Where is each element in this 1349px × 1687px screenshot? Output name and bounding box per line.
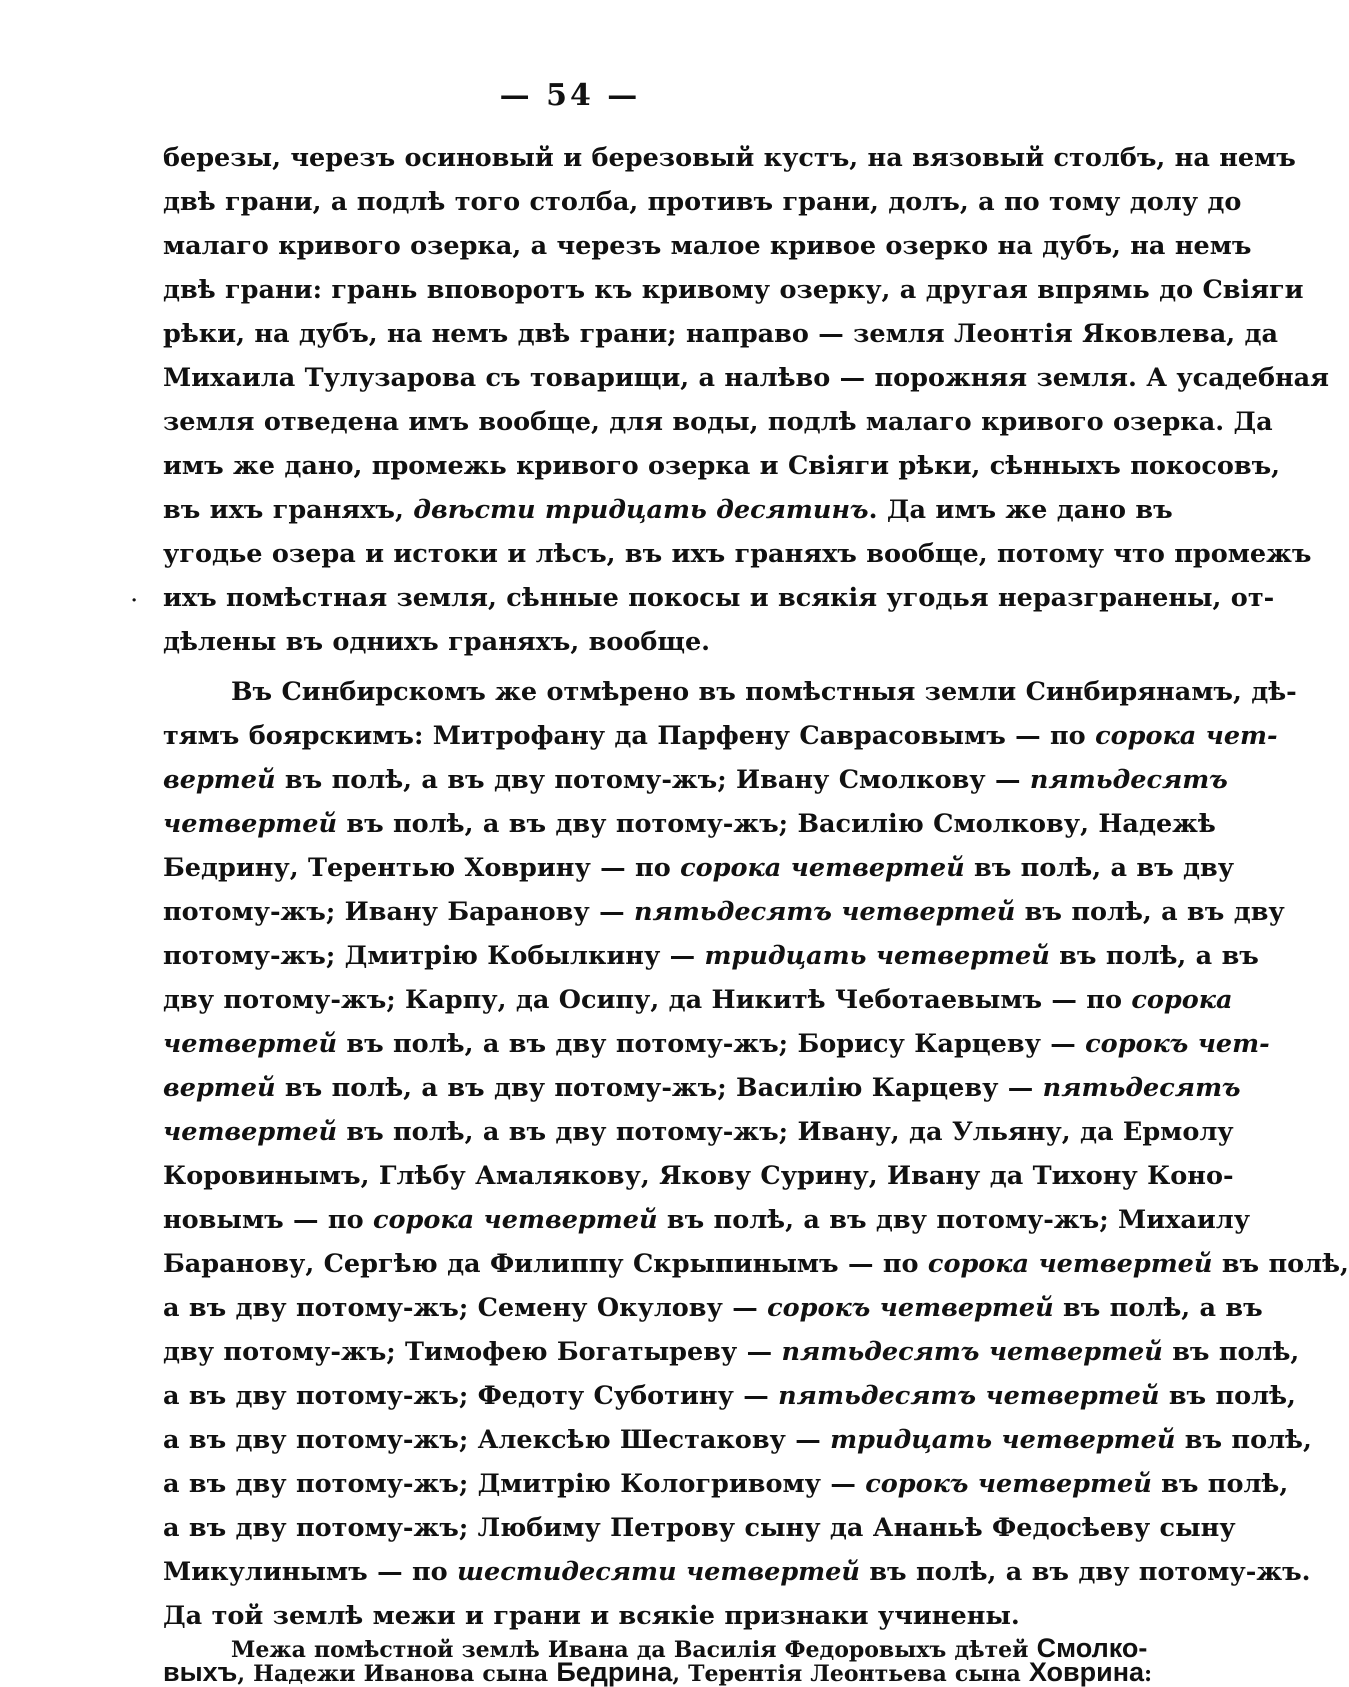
text-line: въ ихъ граняхъ, двѣсти тридцать десятинъ. Да имъ же дано въ (163, 495, 1173, 525)
text-line: Микулинымъ — по шестидесяти четвертей въ полѣ, а въ дву потому-жъ. (163, 1557, 1311, 1587)
italic-quantity: двѣсти тридцать десятинъ (413, 495, 869, 525)
italic-quantity: четвертей (163, 809, 337, 839)
italic-quantity: пятьдесятъ четвертей (781, 1337, 1163, 1367)
text-line: малаго кривого озерка, а черезъ малое кривое озерко на дубъ, на немъ (163, 231, 1252, 261)
italic-quantity: пятьдесятъ (1029, 765, 1228, 795)
italic-quantity: сорока (1131, 985, 1233, 1015)
text-line: Баранову, Сергѣю да Филиппу Скрыпинымъ — по сорока четвертей въ полѣ, (163, 1249, 1349, 1279)
text-line: а въ дву потому-жъ; Любиму Петрову сыну да Ананьѣ Федосѣеву сыну (163, 1513, 1236, 1543)
italic-quantity: пятьдесятъ (1042, 1073, 1241, 1103)
text-line: березы, черезъ осиновый и березовый кустъ, на вязовый столбъ, на немъ (163, 143, 1296, 173)
text-line: имъ же дано, промежь кривого озерка и Свіяги рѣки, сѣнныхъ покосовъ, (163, 451, 1281, 481)
text-line: Бедрину, Терентью Ховрину — по сорока четвертей въ полѣ, а въ дву (163, 853, 1235, 883)
bold-surname: выхъ (163, 1657, 238, 1687)
italic-quantity: сорока четвертей (372, 1205, 658, 1235)
italic-quantity: пятьдесятъ четвертей (778, 1381, 1160, 1411)
italic-quantity: четвертей (163, 1117, 337, 1147)
text-line: а въ дву потому-жъ; Семену Окулову — сорокъ четвертей въ полѣ, а въ (163, 1293, 1263, 1323)
text-line: ихъ помѣстная земля, сѣнные покосы и всякія угодья неразгранены, от- (163, 583, 1275, 613)
italic-quantity: сорока чет- (1095, 721, 1278, 751)
text-line: Михаила Тулузарова съ товарищи, а налѣво — порожняя земля. А усадебная (163, 363, 1329, 393)
italic-quantity: сорокъ четвертей (865, 1469, 1152, 1499)
italic-quantity: шестидесяти четвертей (457, 1557, 860, 1587)
text-line: дву потому-жъ; Тимофею Богатыреву — пятьдесятъ четвертей въ полѣ, (163, 1337, 1300, 1367)
italic-quantity: сорокъ четвертей (767, 1293, 1054, 1323)
italic-quantity: сорокъ чет- (1085, 1029, 1270, 1059)
italic-quantity: вертей (163, 1073, 276, 1103)
text-line: потому-жъ; Ивану Баранову — пятьдесятъ четвертей въ полѣ, а въ дву (163, 897, 1285, 927)
text-line: четвертей въ полѣ, а въ дву потому-жъ; Ивану, да Ульяну, да Ермолу (163, 1117, 1234, 1147)
text-line: рѣки, на дубъ, на немъ двѣ грани; направо — земля Леонтія Яковлева, да (163, 319, 1278, 349)
margin-mark: · (131, 590, 138, 611)
bold-surname: Ховрина (1028, 1657, 1145, 1687)
italic-quantity: пятьдесятъ четвертей (633, 897, 1016, 927)
text-line: дву потому-жъ; Карпу, да Осипу, да Никитѣ Чеботаевымъ — по сорока (163, 985, 1233, 1015)
text-line: Межа помѣстной землѣ Ивана да Василія Федоровыхъ дѣтей Смолко- (231, 1633, 1148, 1663)
text-line: двѣ грани, а подлѣ того столба, противъ грани, долъ, а по тому долу до (163, 187, 1242, 217)
text-line: потому-жъ; Дмитрію Кобылкину — тридцать четвертей въ полѣ, а въ (163, 941, 1259, 971)
italic-quantity: сорока четвертей (680, 853, 965, 883)
text-line: Въ Синбирскомъ же отмѣрено въ помѣстныя земли Синбирянамъ, дѣ- (231, 677, 1297, 707)
text-line: угодье озера и истоки и лѣсъ, въ ихъ граняхъ вообще, потому что промежъ (163, 539, 1312, 569)
bold-surname: Смолко- (1036, 1633, 1148, 1663)
text-line: а въ дву потому-жъ; Дмитрію Кологривому — сорокъ четвертей въ полѣ, (163, 1469, 1289, 1499)
text-line: земля отведена имъ вообще, для воды, подлѣ малаго кривого озерка. Да (163, 407, 1273, 437)
italic-quantity: четвертей (163, 1029, 337, 1059)
text-line: а въ дву потому-жъ; Федоту Суботину — пятьдесятъ четвертей въ полѣ, (163, 1381, 1296, 1411)
text-line: а въ дву потому-жъ; Алексѣю Шестакову — тридцать четвертей въ полѣ, (163, 1425, 1312, 1455)
italic-quantity: тридцать четвертей (704, 941, 1050, 971)
text-line: вертей въ полѣ, а въ дву потому-жъ; Ивану Смолкову — пятьдесятъ (163, 765, 1228, 795)
italic-quantity: вертей (163, 765, 276, 795)
text-line: Коровинымъ, Глѣбу Амалякову, Якову Сурину, Ивану да Тихону Коно- (163, 1161, 1234, 1191)
text-line: вертей въ полѣ, а въ дву потому-жъ; Василію Карцеву — пятьдесятъ (163, 1073, 1241, 1103)
page-number: — 54 — (499, 78, 641, 113)
text-line: двѣ грани: грань вповоротъ къ кривому озерку, а другая впрямь до Свіяги (163, 275, 1304, 305)
text-line: новымъ — по сорока четвертей въ полѣ, а въ дву потому-жъ; Михаилу (163, 1205, 1251, 1235)
text-line: четвертей въ полѣ, а въ дву потому-жъ; Борису Карцеву — сорокъ чет- (163, 1029, 1270, 1059)
text-line: тямъ боярскимъ: Митрофану да Парфену Саврасовымъ — по сорока чет- (163, 721, 1278, 751)
italic-quantity: тридцать четвертей (830, 1425, 1176, 1455)
text-line: четвертей въ полѣ, а въ дву потому-жъ; Василію Смолкову, Надежѣ (163, 809, 1216, 839)
text-line: выхъ, Надежи Иванова сына Бедрина, Терентія Леонтьева сына Ховрина: (163, 1657, 1153, 1687)
text-line: дѣлены въ однихъ граняхъ, вообще. (163, 627, 711, 657)
bold-surname: Бедрина (556, 1657, 673, 1687)
italic-quantity: сорока четвертей (927, 1249, 1213, 1279)
text-line: Да той землѣ межи и грани и всякіе признаки учинены. (163, 1601, 1020, 1631)
